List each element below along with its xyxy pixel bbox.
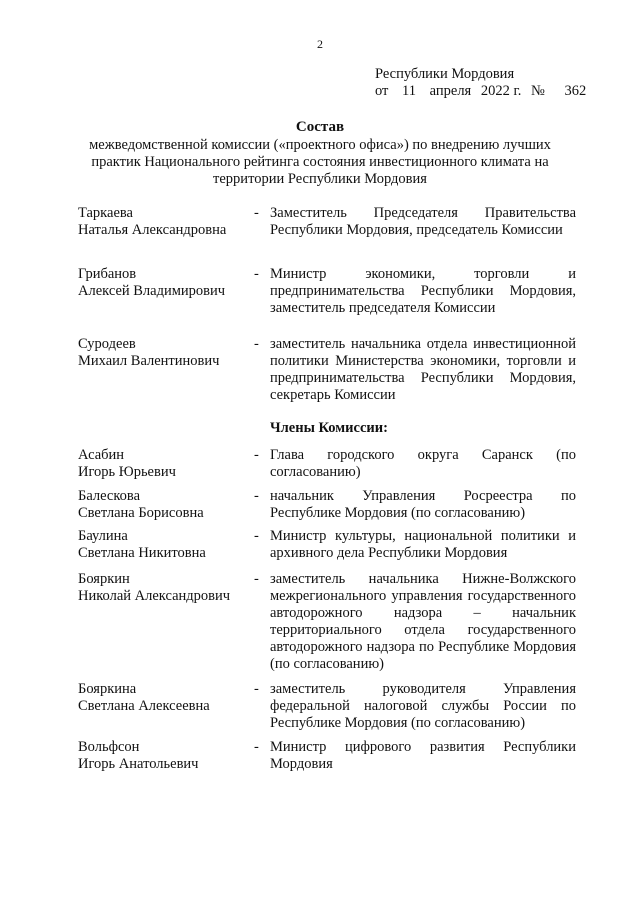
position-text: Глава городского округа Саранск (по согласованию)	[270, 447, 576, 480]
given-name: Светлана Никитовна	[78, 545, 206, 561]
header-region: Республики Мордовия	[375, 66, 515, 82]
date-month: апреля	[429, 83, 472, 99]
document-title: Состав	[295, 119, 345, 135]
person-name	[78, 739, 248, 773]
surname: Таркаева	[78, 205, 133, 221]
dash: -	[254, 528, 259, 544]
dash: -	[254, 205, 259, 221]
dash: -	[254, 488, 259, 504]
surname: Балескова	[78, 488, 141, 504]
surname: Грибанов	[78, 266, 137, 282]
position-text: заместитель начальника отдела инвестиционной политики Министерства экономики, торговли и предпринимательства Республики Мордовия, секретарь Комиссии	[270, 336, 576, 403]
surname: Бояркина	[78, 681, 137, 697]
given-name: Алексей Владимирович	[78, 283, 226, 299]
number-sign: №	[531, 83, 545, 99]
dash: -	[254, 681, 259, 697]
position-text: Министр цифрового развития Республики Мордовия	[270, 739, 576, 772]
person-name	[78, 336, 248, 370]
position-text: Министр экономики, торговли и предпринимательства Республики Мордовия, заместитель председателя Комиссии	[270, 266, 576, 316]
position-text: Министр культуры, национальной политики и архивного дела Республики Мордовия	[270, 528, 576, 561]
header-date-line	[375, 83, 605, 100]
surname: Баулина	[78, 528, 128, 544]
document-subtitle: межведомственной комиссии («проектного офиса») по внедрению лучших практик Национального рейтинга состояния инвестиционного климата на территории Республики Мордовия	[89, 137, 551, 187]
members-heading: Члены Комиссии:	[270, 420, 388, 436]
given-name: Николай Александрович	[78, 588, 231, 604]
person-name	[78, 488, 248, 522]
page-number: 2	[317, 37, 323, 51]
given-name: Игорь Анатольевич	[78, 756, 199, 772]
given-name: Наталья Александровна	[78, 222, 227, 238]
document-header	[375, 66, 605, 100]
person-name	[78, 681, 248, 715]
position-text: Заместитель Председателя Правительства Республики Мордовия, председатель Комиссии	[270, 205, 576, 238]
position-text: заместитель начальника Нижне-Волжского межрегионального управления государственного автодорожного надзора – начальник территориального отдела государственного автодорожного надзора по Республике Мордовия (по согласованию)	[270, 571, 576, 672]
dash: -	[254, 336, 259, 352]
document-number: 362	[564, 83, 587, 99]
person-name	[78, 266, 248, 300]
surname: Бояркин	[78, 571, 130, 587]
given-name: Михаил Валентинович	[78, 353, 220, 369]
dash: -	[254, 447, 259, 463]
person-name	[78, 447, 248, 481]
given-name: Светлана Алексеевна	[78, 698, 210, 714]
date-prefix: от	[375, 83, 389, 99]
given-name: Светлана Борисовна	[78, 505, 204, 521]
surname: Суродеев	[78, 336, 136, 352]
date-year: 2022 г.	[480, 83, 522, 99]
person-name	[78, 528, 248, 562]
position-text: начальник Управления Росреестра по Республике Мордовия (по согласованию)	[270, 488, 576, 521]
surname: Вольфсон	[78, 739, 140, 755]
person-name	[78, 571, 248, 605]
dash: -	[254, 266, 259, 282]
position-text: заместитель руководителя Управления федеральной налоговой службы России по Республике Мордовия (по согласованию)	[270, 681, 576, 731]
dash: -	[254, 571, 259, 587]
dash: -	[254, 739, 259, 755]
date-day: 11	[402, 83, 416, 99]
person-name	[78, 205, 248, 239]
surname: Асабин	[78, 447, 125, 463]
given-name: Игорь Юрьевич	[78, 464, 176, 480]
